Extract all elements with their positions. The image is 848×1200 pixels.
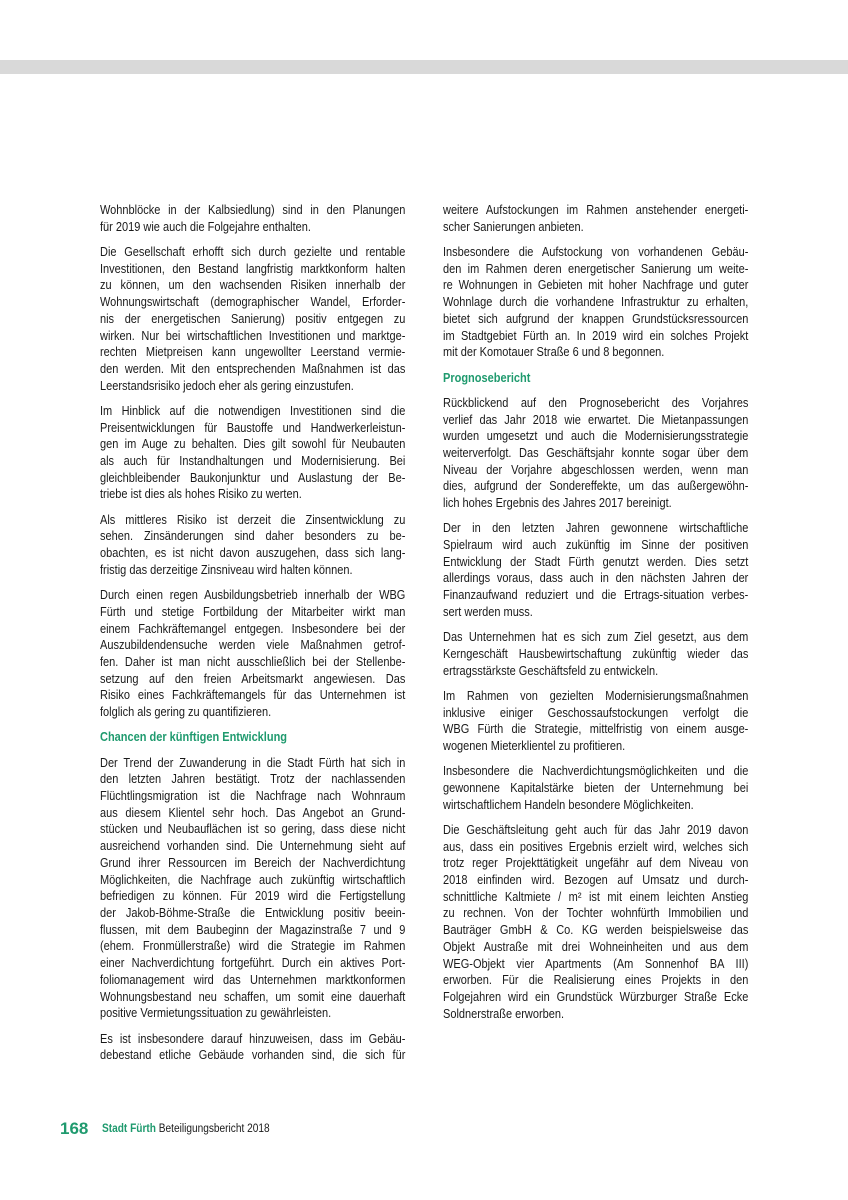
text-line: triebe ist dies als hohes Risiko zu werten. <box>100 487 302 502</box>
text-line: Im Rahmen von gezielten Modernisierungsmaßnahmen <box>443 688 749 703</box>
text-line: aus, dass ein positives Ergebnis erzielt wird, welches sich <box>443 839 749 854</box>
text-line: den letzten Jahren bestätigt. Trotz der nachlassenden <box>100 772 406 787</box>
text-line: scher Sanierungen anbieten. <box>443 219 584 234</box>
text-line: als auch für Instandhaltungen und Modernisierung. Bei <box>100 454 406 469</box>
text-line: dies, aufgrund der Sondereffekte, um das außergewöhn- <box>443 479 749 494</box>
text-line: gleichbleibender Baukonjunktur und Auslastung der Be- <box>100 470 406 485</box>
text-line: ertragsstärkste Geschäftsfeld zu entwickeln. <box>443 663 659 678</box>
text-line: Flüchtlingsmigration ist die Nachfrage nach Wohnraum <box>100 789 406 804</box>
text-line: WEG-Objekt vier Apartments (Am Sonnenhof BA III) <box>443 956 749 971</box>
text-line: den werden. Mit den entsprechenden Maßnahmen ist das <box>100 361 406 376</box>
text-line: Bauträger GmbH & Co. KG werden beispielsweise das <box>443 923 749 938</box>
text-line: Wohnungswirtschaft (demographischer Wandel, Erforder- <box>100 295 406 310</box>
text-line: wogenen Mieterklientel zu profitieren. <box>443 738 626 753</box>
text-line: befriedigen zu können. Für 2019 wird die Fertigstellung <box>100 889 406 904</box>
paragraph <box>100 755 405 1022</box>
text-line: 2018 einfinden wird. Bezogen auf Umsatz und durch- <box>443 873 749 888</box>
text-line: Wohnblöcke in der Kalbsiedlung) sind in den Planungen <box>100 203 406 217</box>
text-line: flussen, mit dem Baubeginn der Magazinstraße 7 und 9 <box>100 922 406 937</box>
section-heading <box>100 729 405 746</box>
text-line: folglich als gering zu quantifizieren. <box>100 705 272 720</box>
text-line: zu rechnen. Von der Tochter wohnfürth Immobilien und <box>443 906 749 921</box>
text-line: den im Rahmen deren energetischer Sanierung um weite- <box>443 261 749 276</box>
paragraph <box>100 244 405 394</box>
text-line: Chancen der künftigen Entwicklung <box>100 730 288 745</box>
text-line: Die Geschäftsleitung geht auch für das Jahr 2019 davon <box>443 822 749 837</box>
paragraph <box>100 1031 405 1064</box>
text-line: für 2019 wie auch die Folgejahre enthalten. <box>100 219 311 234</box>
footer-report-title: Beteiligungsbericht 2018 <box>158 1123 270 1135</box>
text-line: Auszubildendensuche werden viele Maßnahmen getrof- <box>100 638 406 653</box>
page-number: 168 <box>60 1119 89 1138</box>
text-line: gewonnene Kapitalstärke bieten der Unternehmung bei <box>443 780 749 795</box>
text-line: Im Hinblick auf die notwendigen Investitionen sind die <box>100 403 406 418</box>
text-line: zu können, um den wachsenden Risiken innerhalb der <box>100 278 406 293</box>
text-line: Wohnungsbestand neu schaffen, um somit eine dauerhaft <box>100 989 406 1004</box>
text-line: der Jakob-Böhme-Straße die Entwicklung positiv beein- <box>100 905 406 920</box>
paragraph <box>443 629 748 679</box>
text-line: nis der energetischen Sanierung) positiv entgegen zu <box>100 311 406 326</box>
text-line: Leerstandsrisiko jedoch eher als gering einzustufen. <box>100 378 354 393</box>
paragraph <box>100 202 405 235</box>
text-line: Preisentwicklungen für Baustoffe und Handwerkerleistun- <box>100 420 406 435</box>
text-line: sehen. Zinsänderungen sind daher besonders zu be- <box>100 529 406 544</box>
text-line: trotz reger Projekttätigkeit ungefähr auf dem Niveau von <box>443 856 749 871</box>
footer-brand: Stadt Fürth <box>102 1123 156 1135</box>
paragraph <box>443 244 748 361</box>
text-line: Fürth und stetige Fortbildung der Mitarbeiter wirkt man <box>100 604 406 619</box>
text-line: erworben. Für die Realisierung eines Projekts in den <box>443 973 749 988</box>
text-line: Folgejahren wird ein Grundstück Würzburger Straße Ecke <box>443 989 749 1004</box>
text-line: rechten Mietpreisen kann ungewollter Leerstand vermie- <box>100 345 406 360</box>
paragraph <box>443 822 748 1022</box>
text-line: obachten, es ist nicht davon auszugehen, dass sich lang- <box>100 546 406 561</box>
right-text-column <box>443 202 748 1031</box>
text-line: wirtschaftlichem Handeln besondere Möglichkeiten. <box>443 797 694 812</box>
text-line: weitere Aufstockungen im Rahmen anstehender energeti- <box>443 203 749 217</box>
text-line: gen im Auge zu behalten. Dies gilt sowohl für Neubauten <box>100 437 406 452</box>
text-line: Wohnlage durch die vorhandene Infrastruktur zu erhalten, <box>443 295 749 310</box>
text-line: Durch einen regen Ausbildungsbetrieb innerhalb der WBG <box>100 588 406 603</box>
text-line: Als mittleres Risiko ist derzeit die Zinsentwicklung zu <box>100 512 406 527</box>
header-bar <box>0 60 848 74</box>
text-line: Soldnerstraße erworben. <box>443 1006 565 1021</box>
text-line: setzung auf den freien Arbeitsmarkt angewiesen. Das <box>100 671 406 686</box>
paragraph <box>100 512 405 579</box>
text-line: stücken und Neubauflächen ist so gering, dass diese nicht <box>100 822 406 837</box>
footer-title <box>102 1123 270 1135</box>
paragraph <box>443 763 748 813</box>
text-line: wirken. Nur bei wirtschaftlichen Investitionen und marktge- <box>100 328 406 343</box>
text-line: weiterverfolgt. Das Geschäftsjahr konnte sogar über dem <box>443 445 749 460</box>
text-line: im Stadtgebiet Fürth an. In 2019 wird ein solches Projekt <box>443 328 749 343</box>
text-line: Das Unternehmen hat es sich zum Ziel gesetzt, aus dem <box>443 630 749 645</box>
left-text-column <box>100 202 405 1073</box>
text-line: einer Nachverdichtung fortgeführt. Durch ein aktives Port- <box>100 956 406 971</box>
text-line: fristig das derzeitige Zinsniveau wird halten können. <box>100 562 353 577</box>
paragraph <box>443 520 748 620</box>
text-line: verlief das Jahr 2018 wie erwartet. Die Mietanpassungen <box>443 412 749 427</box>
text-line: inklusive einiger Geschossaufstockungen verfolgt die <box>443 705 749 720</box>
text-line: Der in den letzten Jahren gewonnene wirtschaftliche <box>443 521 749 536</box>
text-line: mit der Komotauer Straße 6 und 8 begonnen. <box>443 345 665 360</box>
paragraph <box>443 688 748 755</box>
text-line: Objekt Austraße mit drei Wohneinheiten und aus dem <box>443 939 749 954</box>
text-line: Insbesondere die Nachverdichtungsmöglichkeiten und die <box>443 764 749 779</box>
text-line: Insbesondere die Aufstockung von vorhandenen Gebäu- <box>443 245 749 259</box>
text-line: Prognosebericht <box>443 370 531 385</box>
text-line: WBG Fürth die Strategie, mittelfristig von einem ausge- <box>443 722 749 737</box>
text-line: Niveau der Vorjahre abgeschlossen werden, wenn man <box>443 462 749 477</box>
text-line: positive Vermietungssituation zu gewährleisten. <box>100 1006 332 1021</box>
text-line: ausreichend vorhanden sind. Die Unternehmung sieht auf <box>100 839 406 854</box>
paragraph <box>443 395 748 512</box>
text-line: wurden umgesetzt und auch die Modernisierungsstrategie <box>443 429 749 444</box>
section-heading <box>443 370 748 387</box>
paragraph <box>443 202 748 235</box>
text-line: Die Gesellschaft erhofft sich durch gezielte und rentable <box>100 245 406 259</box>
text-line: sert werden muss. <box>443 604 533 619</box>
paragraph <box>100 403 405 503</box>
text-line: Möglichkeiten, die Nachfrage auch zukünftig wirtschaftlich <box>100 872 406 887</box>
text-line: Kerngeschäft Hausbewirtschaftung zukünftig wieder das <box>443 646 749 661</box>
text-line: Der Trend der Zuwanderung in die Stadt Fürth hat sich in <box>100 755 406 770</box>
text-line: schnittliche Kaltmiete / m² ist mit einem leichten Anstieg <box>443 889 749 904</box>
text-line: einem Fachkräftemangel entgegen. Insbesondere bei der <box>100 621 406 636</box>
text-line: Grund ihrer Ressourcen im Bereich der Nachverdichtung <box>100 855 406 870</box>
text-line: re Wohnungen in Gebieten mit hoher Nachfrage und guter <box>443 278 749 293</box>
text-line: Rückblickend auf den Prognosebericht des Vorjahres <box>443 395 749 410</box>
text-line: foliomanagement wird das Unternehmen marktkonformen <box>100 972 406 987</box>
text-line: lich hohes Ergebnis des Jahres 2017 bereinigt. <box>443 496 672 511</box>
text-line: fen. Daher ist man nicht ausschließlich bei der Stellenbe- <box>100 654 406 669</box>
text-line: allerdings voraus, dass auch in den nächsten Jahren der <box>443 571 749 586</box>
text-line: bietet sich aufgrund der knappen Grundstücksressourcen <box>443 311 749 326</box>
paragraph <box>100 587 405 721</box>
text-line: Entwicklung der Stadt Fürth genutzt werden. Dies setzt <box>443 554 749 569</box>
text-line: debestand etliche Gebäude vorhanden sind, die sich für <box>100 1048 406 1063</box>
text-line: Es ist insbesondere darauf hinzuweisen, dass im Gebäu- <box>100 1031 406 1046</box>
text-line: Spielraum wird auch zukünftig im Sinne der positiven <box>443 538 749 553</box>
text-line: (ehem. Fronmüllerstraße) wird die Strategie im Rahmen <box>100 939 406 954</box>
text-line: Investitionen, den Bestand langfristig marktkonform halten <box>100 261 406 276</box>
text-line: Finanzaufwand reduziert und die Ertrags-situation verbes- <box>443 588 749 603</box>
text-line: aus diesem Klientel sehr hoch. Das Angebot an Grund- <box>100 805 406 820</box>
text-line: Risiko eines Fachkräftemangels für das Unternehmen ist <box>100 688 406 703</box>
